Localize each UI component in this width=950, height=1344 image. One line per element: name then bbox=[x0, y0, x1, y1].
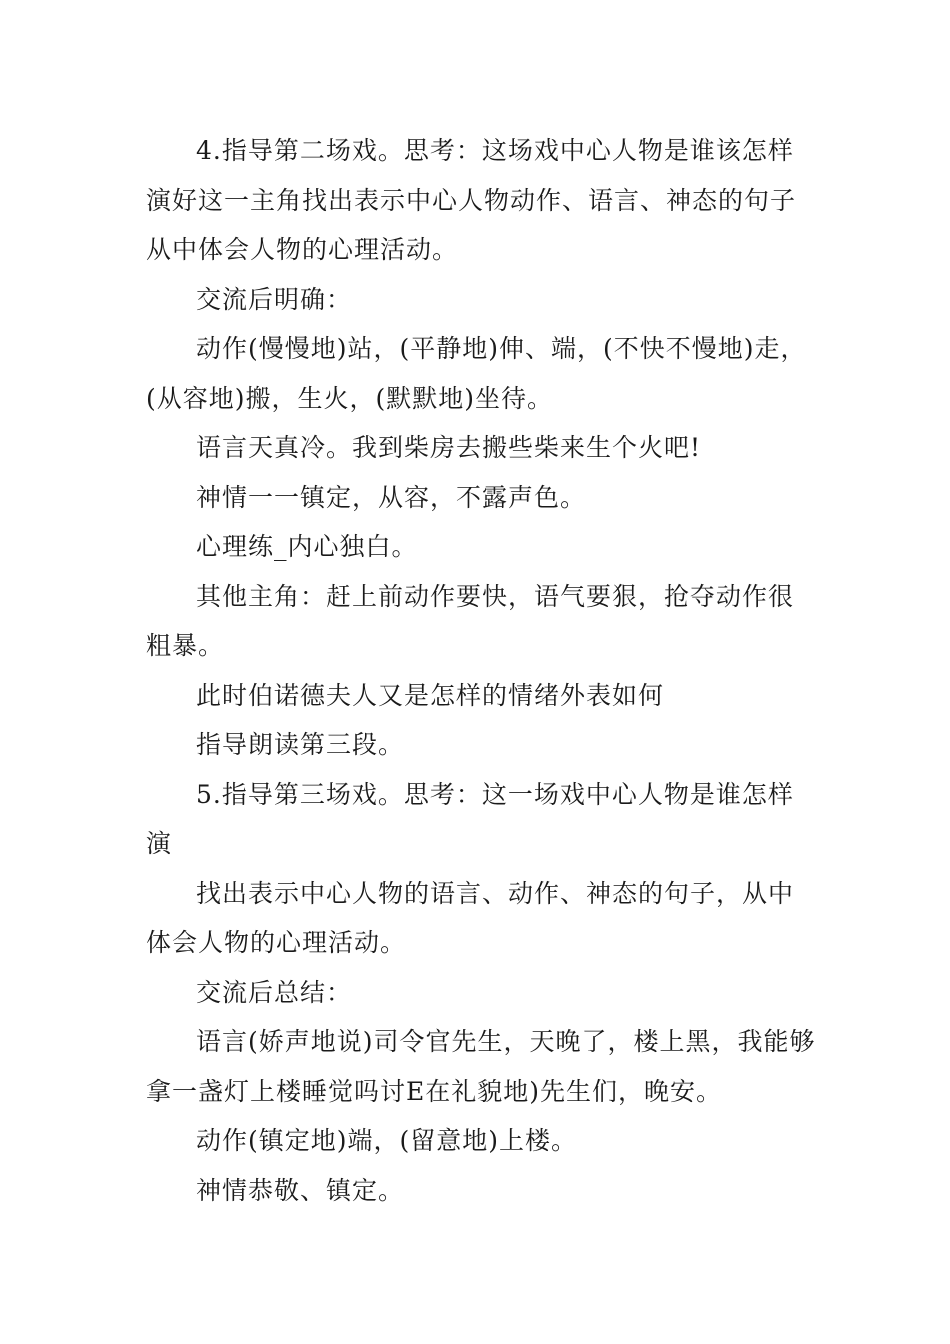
paragraph-guide-scene-three: 5.指导第三场戏。思考：这一场戏中心人物是谁怎样演 bbox=[146, 779, 794, 858]
paragraph-expression-two: 神情恭敬、镇定。 bbox=[196, 1175, 405, 1205]
paragraph-find-sentences: 找出表示中心人物的语言、动作、神态的句子，从中体会人物的心理活动。 bbox=[146, 878, 795, 957]
paragraph-language-two: 语言(娇声地说)司令官先生，天晚了，楼上黑，我能够拿一盏灯上楼睡觉吗讨E在礼貌地)先生们，晚安。 bbox=[146, 1027, 816, 1106]
paragraph-guide-scene-two: 4.指导第二场戏。思考：这场戏中心人物是谁该怎样演好这一主角找出表示中心人物动作、语言、神态的句子从中体会人物的心理活动。 bbox=[146, 136, 797, 264]
paragraph-question-mood: 此时伯诺德夫人又是怎样的情绪外表如何 bbox=[196, 680, 665, 710]
paragraph-other-roles: 其他主角：赶上前动作要快，语气要狠，抢夺动作很粗暴。 bbox=[146, 581, 795, 660]
document-body bbox=[146, 126, 816, 1215]
paragraph-read-aloud: 指导朗读第三段。 bbox=[196, 730, 405, 759]
paragraph-expression: 神情一一镇定，从容，不露声色。 bbox=[196, 482, 587, 512]
paragraph-actions-two: 动作(镇定地)端，(留意地)上楼。 bbox=[196, 1126, 578, 1155]
paragraph-exchange-clarify: 交流后明确： bbox=[196, 284, 353, 314]
paragraph-language: 语言天真冷。我到柴房去搬些柴来生个火吧! bbox=[196, 433, 702, 462]
paragraph-psychology: 心理练_内心独白。 bbox=[196, 532, 418, 561]
paragraph-exchange-summary: 交流后总结： bbox=[196, 977, 353, 1007]
paragraph-actions: 动作(慢慢地)站，(平静地)伸、端，(不快不慢地)走，(从容地)搬，生火，(默默地)坐待。 bbox=[146, 334, 807, 413]
